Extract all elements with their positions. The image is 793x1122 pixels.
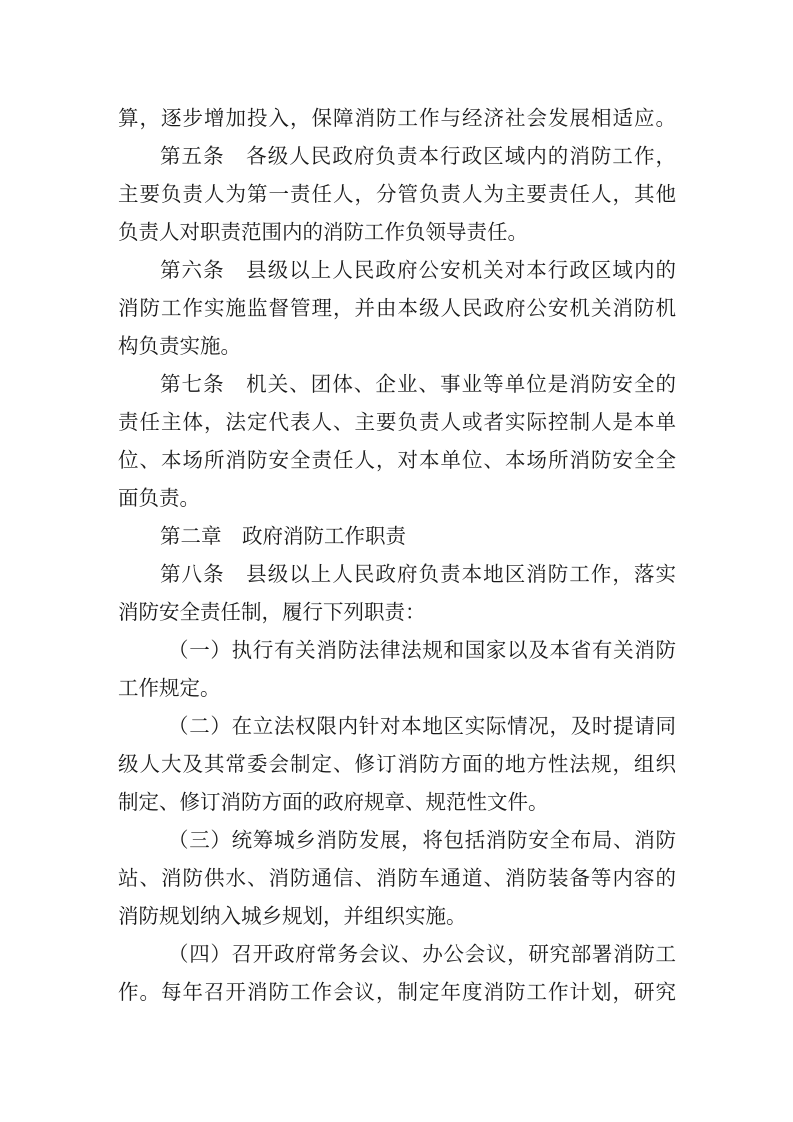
text-line: 位、本场所消防安全责任人，对本单位、本场所消防安全全	[118, 448, 676, 472]
text-line: （三）统筹城乡消防发展，将包括消防安全布局、消防	[168, 828, 676, 852]
text-line: 消防规划纳入城乡规划，并组织实施。	[118, 904, 467, 928]
text-line: 负责人对职责范围内的消防工作负领导责任。	[118, 220, 528, 244]
text-line: 级人大及其常委会制定、修订消防方面的地方性法规，组织	[118, 752, 676, 776]
text-line: 制定、修订消防方面的政府规章、规范性文件。	[118, 790, 549, 814]
text-line: 第二章 政府消防工作职责	[160, 524, 406, 548]
text-line: 第八条 县级以上人民政府负责本地区消防工作，落实	[160, 562, 676, 586]
text-line: 面负责。	[118, 486, 200, 510]
text-line: 构负责实施。	[118, 334, 241, 358]
text-line: （四）召开政府常务会议、办公会议，研究部署消防工	[168, 942, 676, 966]
text-line: 第五条 各级人民政府负责本行政区域内的消防工作，	[160, 144, 676, 168]
text-line: （二）在立法权限内针对本地区实际情况，及时提请同	[168, 714, 676, 738]
text-line: 第六条 县级以上人民政府公安机关对本行政区域内的	[160, 258, 676, 282]
text-line: 消防安全责任制，履行下列职责：	[118, 600, 426, 624]
text-line: （一）执行有关消防法律法规和国家以及本省有关消防	[168, 638, 676, 662]
text-line: 站、消防供水、消防通信、消防车通道、消防装备等内容的	[118, 866, 676, 890]
text-line: 责任主体，法定代表人、主要负责人或者实际控制人是本单	[118, 410, 676, 434]
text-line: 消防工作实施监督管理，并由本级人民政府公安机关消防机	[118, 296, 676, 320]
text-line: 第七条 机关、团体、企业、事业等单位是消防安全的	[160, 372, 676, 396]
text-line: 主要负责人为第一责任人，分管负责人为主要责任人，其他	[118, 182, 676, 206]
text-line: 作。每年召开消防工作会议，制定年度消防工作计划，研究	[118, 980, 676, 1004]
text-line: 算，逐步增加投入，保障消防工作与经济社会发展相适应。	[118, 106, 676, 130]
text-line: 工作规定。	[118, 676, 221, 700]
document-page	[118, 99, 676, 1011]
